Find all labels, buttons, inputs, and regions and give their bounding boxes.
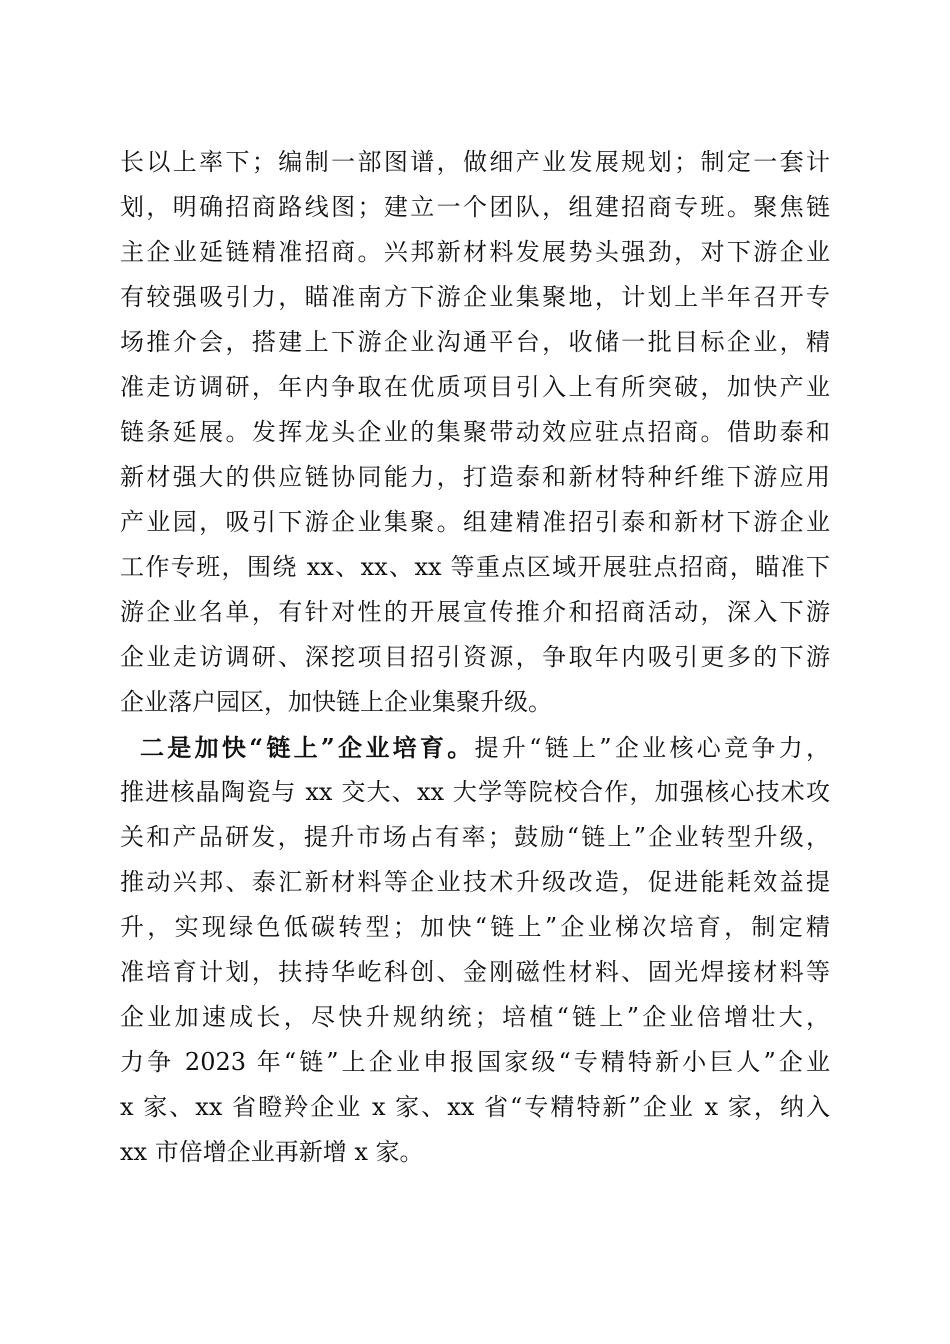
text-span: 提升“链上”企业核心竞争力， xyxy=(474,734,830,762)
text-line: 产业园，吸引下游企业集聚。组建精准招引泰和新材下游企业 xyxy=(120,508,830,536)
text-line: x 家、xx 省瞪羚企业 x 家、xx 省“专精特新”企业 x 家，纳入 xyxy=(120,1093,830,1121)
text-line: 工作专班，围绕 xx、xx、xx 等重点区域开展驻点招商，瞄准下 xyxy=(120,553,830,581)
text-line: 场推介会，搭建上下游企业沟通平台，收储一批目标企业，精 xyxy=(120,328,830,356)
text-line: 游企业名单，有针对性的开展宣传推介和招商活动，深入下游 xyxy=(120,598,830,626)
text-line: 推进核晶陶瓷与 xx 交大、xx 大学等院校合作，加强核心技术攻 xyxy=(120,778,830,806)
section-lead-heading: 二是加快“链上”企业培育。 xyxy=(140,733,475,762)
paragraph-investment xyxy=(120,140,830,725)
text-line: 企业走访调研、深挖项目招引资源，争取年内吸引更多的下游 xyxy=(120,643,830,671)
text-line: 有较强吸引力，瞄准南方下游企业集聚地，计划上半年召开专 xyxy=(120,283,830,311)
text-line: xx 市倍增企业再新增 x 家。 xyxy=(120,1138,424,1166)
text-line: 升，实现绿色低碳转型；加快“链上”企业梯次培育，制定精 xyxy=(120,913,830,941)
text-line: 长以上率下；编制一部图谱，做细产业发展规划；制定一套计 xyxy=(120,148,830,176)
text-line: 企业加速成长，尽快升规纳统；培植“链上”企业倍增壮大， xyxy=(120,1003,830,1031)
text-line: 主企业延链精准招商。兴邦新材料发展势头强劲，对下游企业 xyxy=(120,238,830,266)
text-line: 力争 2023 年“链”上企业申报国家级“专精特新小巨人”企业 xyxy=(120,1048,830,1076)
text-line: 链条延展。发挥龙头企业的集聚带动效应驻点招商。借助泰和 xyxy=(120,418,830,446)
text-line: 企业落户园区，加快链上企业集聚升级。 xyxy=(120,688,552,716)
document-body xyxy=(120,140,830,1175)
text-line: 关和产品研发，提升市场占有率；鼓励“链上”企业转型升级， xyxy=(120,823,830,851)
text-line: 划，明确招商路线图；建立一个团队，组建招商专班。聚焦链 xyxy=(120,193,830,221)
paragraph-cultivation xyxy=(120,725,830,1175)
text-line: 准培育计划，扶持华屹科创、金刚磁性材料、固光焊接材料等 xyxy=(120,958,830,986)
text-line: 准走访调研，年内争取在优质项目引入上有所突破，加快产业 xyxy=(120,373,830,401)
text-line: 新材强大的供应链协同能力，打造泰和新材特种纤维下游应用 xyxy=(120,463,830,491)
text-line-first xyxy=(120,725,830,770)
text-line: 推动兴邦、泰汇新材料等企业技术升级改造，促进能耗效益提 xyxy=(120,868,830,896)
